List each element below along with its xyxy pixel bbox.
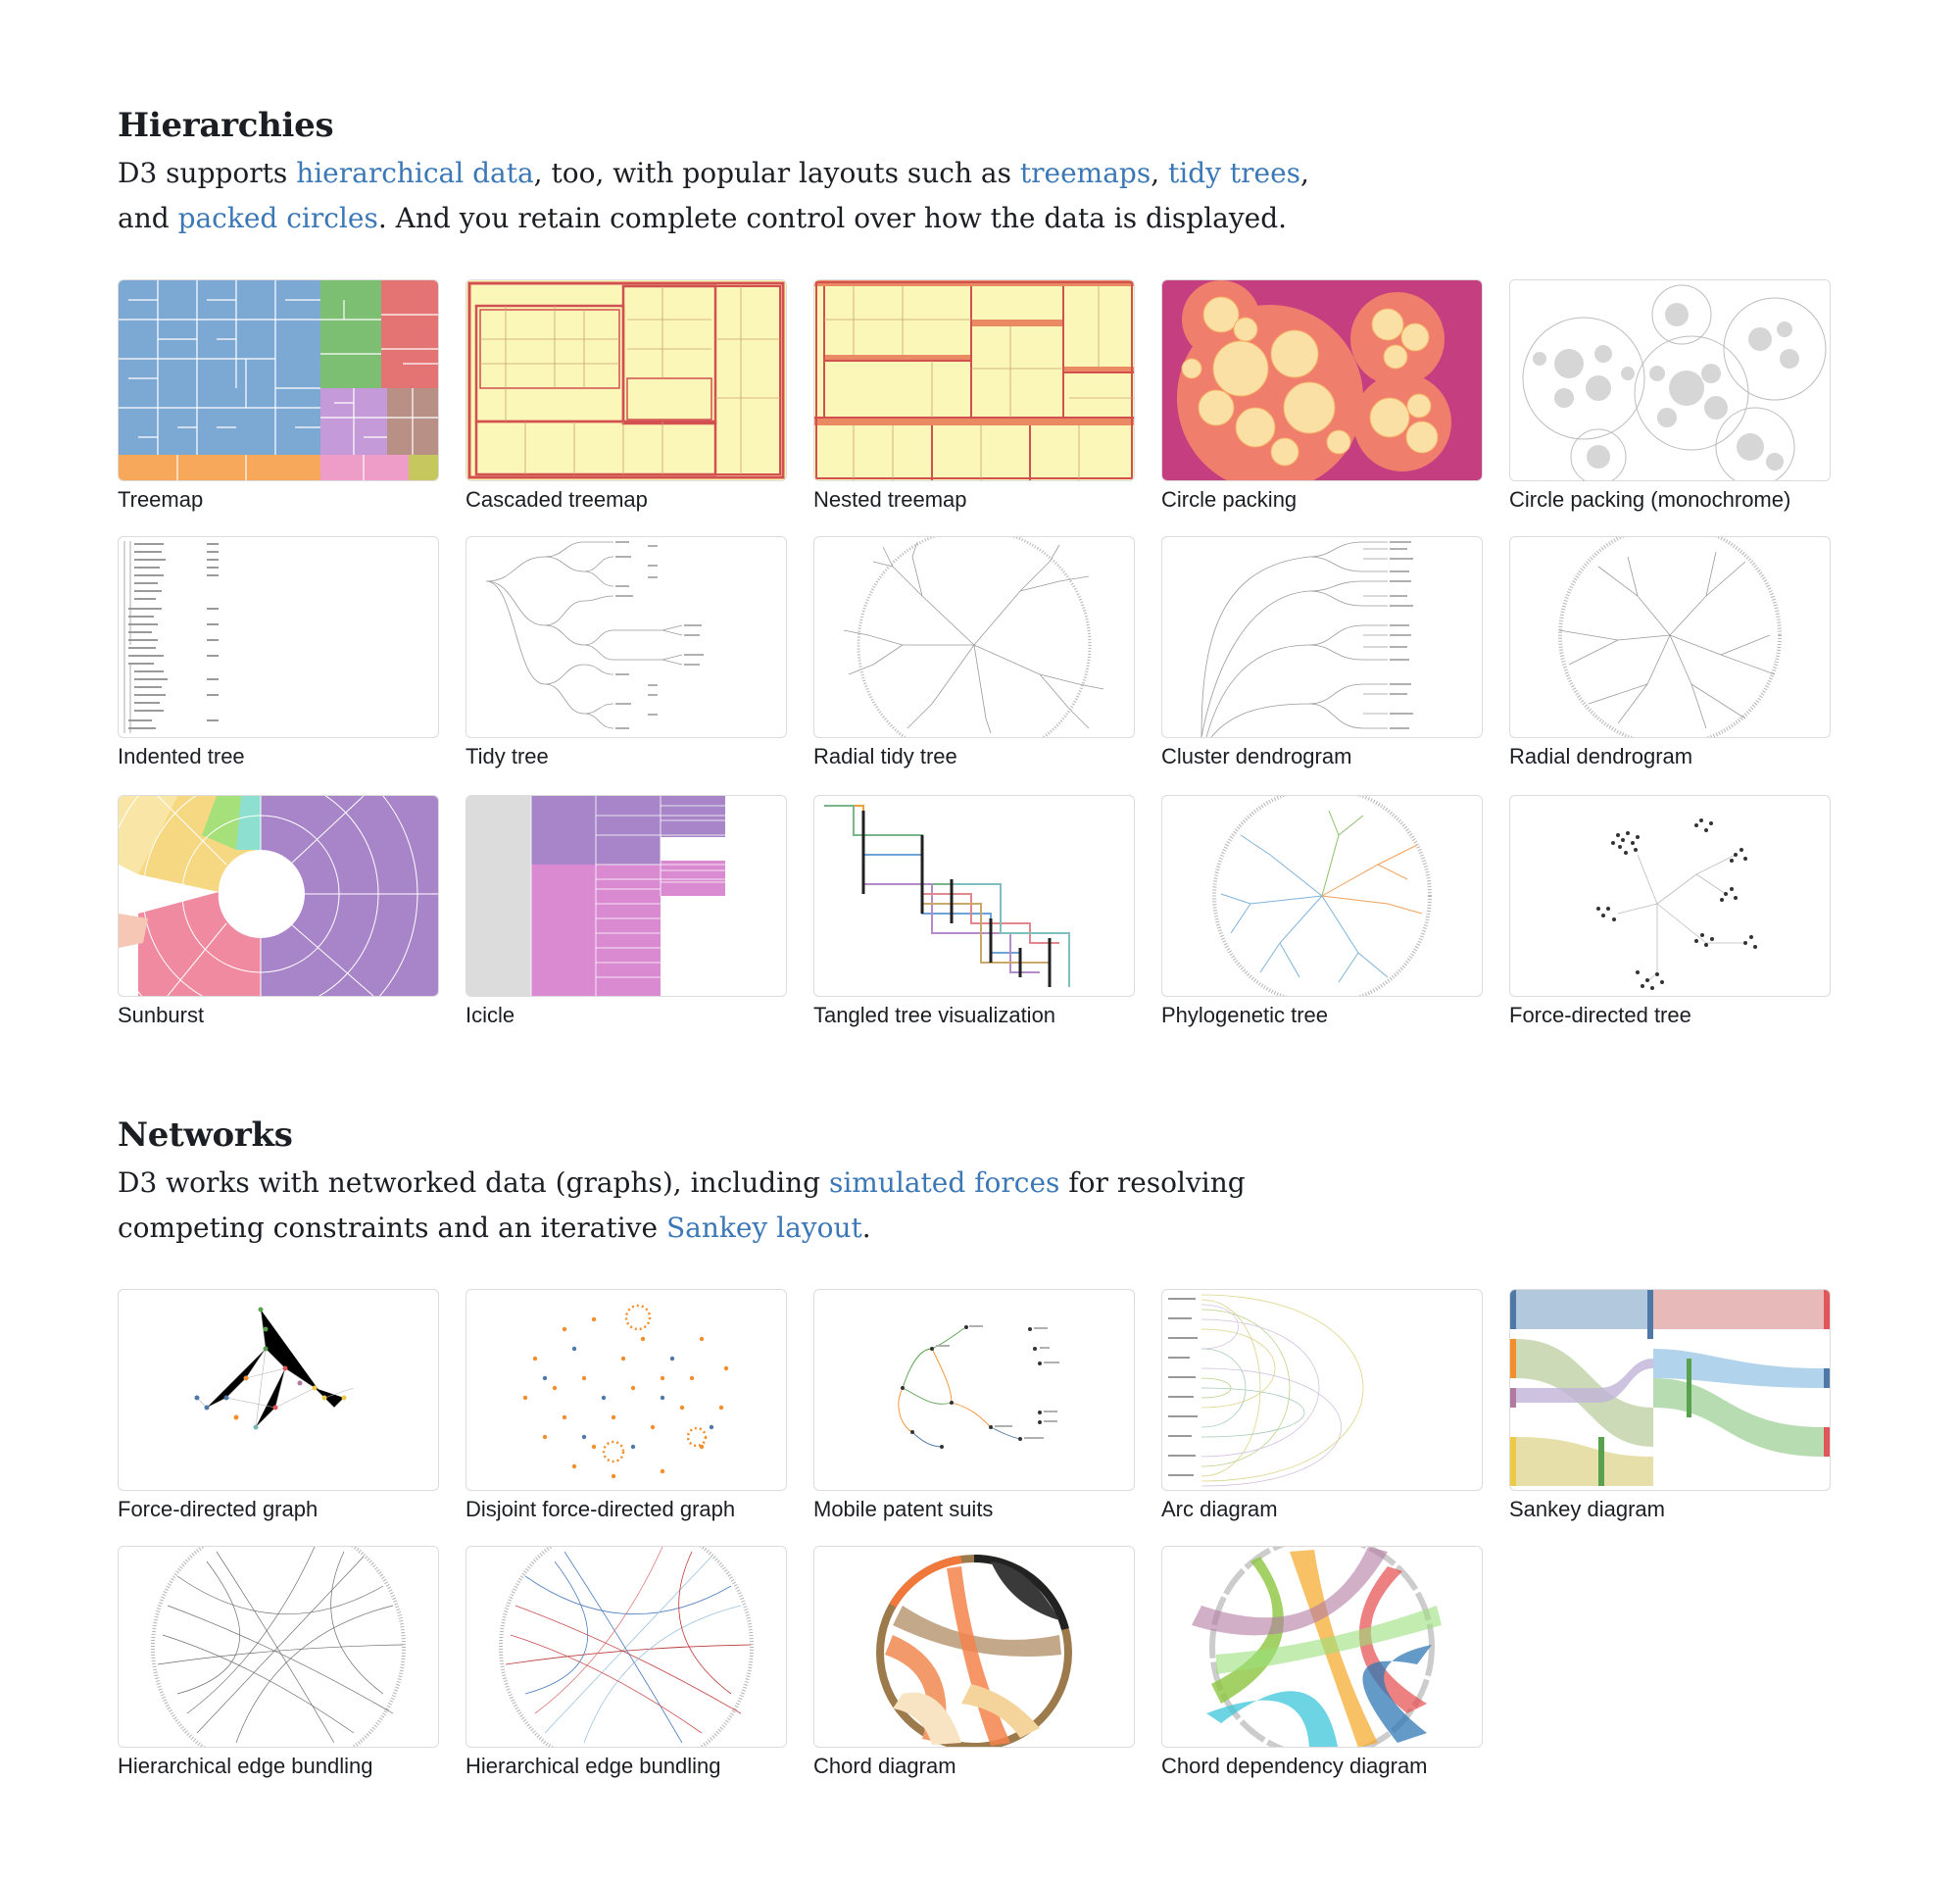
force-directed-tree-icon — [1510, 796, 1830, 996]
card-force-directed-tree[interactable] — [1509, 795, 1831, 1028]
hierarchies-gallery — [118, 279, 1842, 1034]
phylogenetic-tree-icon — [1162, 796, 1482, 996]
treemaps-link[interactable]: treemaps — [1019, 157, 1152, 189]
caption-chord-diagram[interactable]: Chord diagram — [813, 1754, 956, 1778]
thumbnail-chord-dependency-diagram[interactable] — [1161, 1546, 1483, 1748]
hierarchies-description: D3 supports hierarchical data, too, with popular layouts such as treemaps, tidy trees, and packed circles. And you retain complete control over how the data is displayed. — [118, 157, 1309, 234]
networks-heading: Networks — [118, 1115, 293, 1155]
card-arc-diagram[interactable] — [1161, 1289, 1483, 1522]
circle-packing-monochrome-icon — [1510, 280, 1830, 480]
caption-icicle[interactable]: Icicle — [466, 1003, 515, 1027]
thumbnail-chord-diagram[interactable] — [813, 1546, 1135, 1748]
caption-radial-dendrogram[interactable]: Radial dendrogram — [1509, 744, 1693, 768]
icicle-icon — [466, 796, 786, 996]
thumbnail-cascaded-treemap[interactable] — [466, 279, 787, 481]
caption-chord-dependency-diagram[interactable]: Chord dependency diagram — [1161, 1754, 1428, 1778]
card-edge-bundling[interactable] — [118, 1546, 439, 1779]
caption-force-directed-tree[interactable]: Force-directed tree — [1509, 1003, 1691, 1027]
caption-circle-packing-mono[interactable]: Circle packing (monochrome) — [1509, 487, 1791, 512]
treemap-icon — [119, 280, 438, 480]
caption-mobile-patent-suits[interactable]: Mobile patent suits — [813, 1497, 994, 1521]
caption-sankey-diagram[interactable]: Sankey diagram — [1509, 1497, 1665, 1521]
card-nested-treemap[interactable] — [813, 279, 1135, 513]
caption-sunburst[interactable]: Sunburst — [118, 1003, 205, 1027]
networks-gallery — [118, 1289, 1842, 1779]
card-radial-tidy-tree[interactable] — [813, 536, 1135, 769]
thumbnail-sunburst[interactable] — [118, 795, 439, 997]
thumbnail-radial-dendrogram[interactable] — [1509, 536, 1831, 738]
hierarchies-heading: Hierarchies — [118, 106, 334, 145]
circle-packing-icon — [1162, 280, 1482, 480]
thumbnail-force-directed-graph[interactable] — [118, 1289, 439, 1491]
caption-circle-packing[interactable]: Circle packing — [1161, 487, 1298, 512]
card-cluster-dendrogram[interactable] — [1161, 536, 1483, 769]
card-force-directed-graph[interactable] — [118, 1289, 439, 1522]
edge-bundling-icon — [119, 1547, 438, 1747]
force-directed-graph-icon — [119, 1290, 438, 1490]
thumbnail-tidy-tree[interactable] — [466, 536, 787, 738]
networks-description: D3 works with networked data (graphs), including simulated forces for resolving competing constraints and an iterative Sankey layout. — [118, 1166, 1246, 1244]
cluster-dendrogram-icon — [1162, 537, 1482, 737]
caption-indented-tree[interactable]: Indented tree — [118, 744, 245, 768]
card-edge-bundling-colored[interactable] — [466, 1546, 787, 1779]
thumbnail-icicle[interactable] — [466, 795, 787, 997]
thumbnail-arc-diagram[interactable] — [1161, 1289, 1483, 1491]
hierarchical-data-link[interactable]: hierarchical data — [296, 157, 534, 189]
thumbnail-circle-packing-mono[interactable] — [1509, 279, 1831, 481]
thumbnail-edge-bundling-colored[interactable] — [466, 1546, 787, 1748]
thumbnail-phylogenetic-tree[interactable] — [1161, 795, 1483, 997]
card-icicle[interactable] — [466, 795, 787, 1028]
caption-disjoint-force-graph[interactable]: Disjoint force-directed graph — [466, 1497, 736, 1521]
caption-edge-bundling-colored[interactable]: Hierarchical edge bundling — [466, 1754, 721, 1778]
thumbnail-nested-treemap[interactable] — [813, 279, 1135, 481]
card-circle-packing-mono[interactable] — [1509, 279, 1831, 513]
card-radial-dendrogram[interactable] — [1509, 536, 1831, 769]
thumbnail-circle-packing[interactable] — [1161, 279, 1483, 481]
thumbnail-disjoint-force-graph[interactable] — [466, 1289, 787, 1491]
card-sunburst[interactable] — [118, 795, 439, 1028]
card-tangled-tree[interactable] — [813, 795, 1135, 1028]
card-tidy-tree[interactable] — [466, 536, 787, 769]
card-chord-dependency-diagram[interactable] — [1161, 1546, 1483, 1779]
card-disjoint-force-graph[interactable] — [466, 1289, 787, 1522]
thumbnail-tangled-tree[interactable] — [813, 795, 1135, 997]
chord-diagram-icon — [814, 1547, 1134, 1747]
card-indented-tree[interactable] — [118, 536, 439, 769]
arc-diagram-icon — [1162, 1290, 1482, 1490]
thumbnail-edge-bundling[interactable] — [118, 1546, 439, 1748]
indented-tree-icon — [119, 537, 438, 737]
caption-tangled-tree[interactable]: Tangled tree visualization — [813, 1003, 1056, 1027]
tidy-trees-link[interactable]: tidy trees — [1168, 157, 1301, 189]
caption-cluster-dendrogram[interactable]: Cluster dendrogram — [1161, 744, 1352, 768]
thumbnail-sankey-diagram[interactable] — [1509, 1289, 1831, 1491]
sunburst-icon — [119, 796, 438, 996]
thumbnail-radial-tidy-tree[interactable] — [813, 536, 1135, 738]
packed-circles-link[interactable]: packed circles — [177, 202, 378, 234]
radial-dendrogram-icon — [1510, 537, 1830, 737]
thumbnail-mobile-patent-suits[interactable] — [813, 1289, 1135, 1491]
caption-phylogenetic-tree[interactable]: Phylogenetic tree — [1161, 1003, 1328, 1027]
nested-treemap-icon — [814, 280, 1134, 480]
hierarchies-section — [118, 106, 1842, 241]
caption-force-directed-graph[interactable]: Force-directed graph — [118, 1497, 318, 1521]
chord-dependency-diagram-icon — [1162, 1547, 1482, 1747]
disjoint-force-graph-icon — [466, 1290, 786, 1490]
thumbnail-treemap[interactable] — [118, 279, 439, 481]
mobile-patent-suits-icon — [814, 1290, 1134, 1490]
edge-bundling-colored-icon — [466, 1547, 786, 1747]
card-sankey-diagram[interactable] — [1509, 1289, 1831, 1522]
card-mobile-patent-suits[interactable] — [813, 1289, 1135, 1522]
thumbnail-cluster-dendrogram[interactable] — [1161, 536, 1483, 738]
card-chord-diagram[interactable] — [813, 1546, 1135, 1779]
caption-tidy-tree[interactable]: Tidy tree — [466, 744, 549, 768]
card-cascaded-treemap[interactable] — [466, 279, 787, 513]
caption-edge-bundling[interactable]: Hierarchical edge bundling — [118, 1754, 373, 1778]
tidy-tree-icon — [466, 537, 786, 737]
caption-radial-tidy-tree[interactable]: Radial tidy tree — [813, 744, 957, 768]
caption-arc-diagram[interactable]: Arc diagram — [1161, 1497, 1278, 1521]
caption-treemap[interactable]: Treemap — [118, 487, 204, 512]
card-phylogenetic-tree[interactable] — [1161, 795, 1483, 1028]
simulated-forces-link[interactable]: simulated forces — [828, 1166, 1060, 1199]
tangled-tree-icon — [814, 796, 1134, 996]
radial-tidy-tree-icon — [814, 537, 1134, 737]
cascaded-treemap-icon — [466, 280, 786, 480]
caption-nested-treemap[interactable]: Nested treemap — [813, 487, 967, 512]
thumbnail-indented-tree[interactable] — [118, 536, 439, 738]
card-circle-packing[interactable] — [1161, 279, 1483, 513]
sankey-layout-link[interactable]: Sankey layout — [665, 1212, 862, 1244]
sankey-diagram-icon — [1510, 1290, 1830, 1490]
caption-cascaded-treemap[interactable]: Cascaded treemap — [466, 487, 648, 512]
thumbnail-force-directed-tree[interactable] — [1509, 795, 1831, 997]
networks-section — [118, 1115, 1842, 1251]
card-treemap[interactable] — [118, 279, 439, 513]
